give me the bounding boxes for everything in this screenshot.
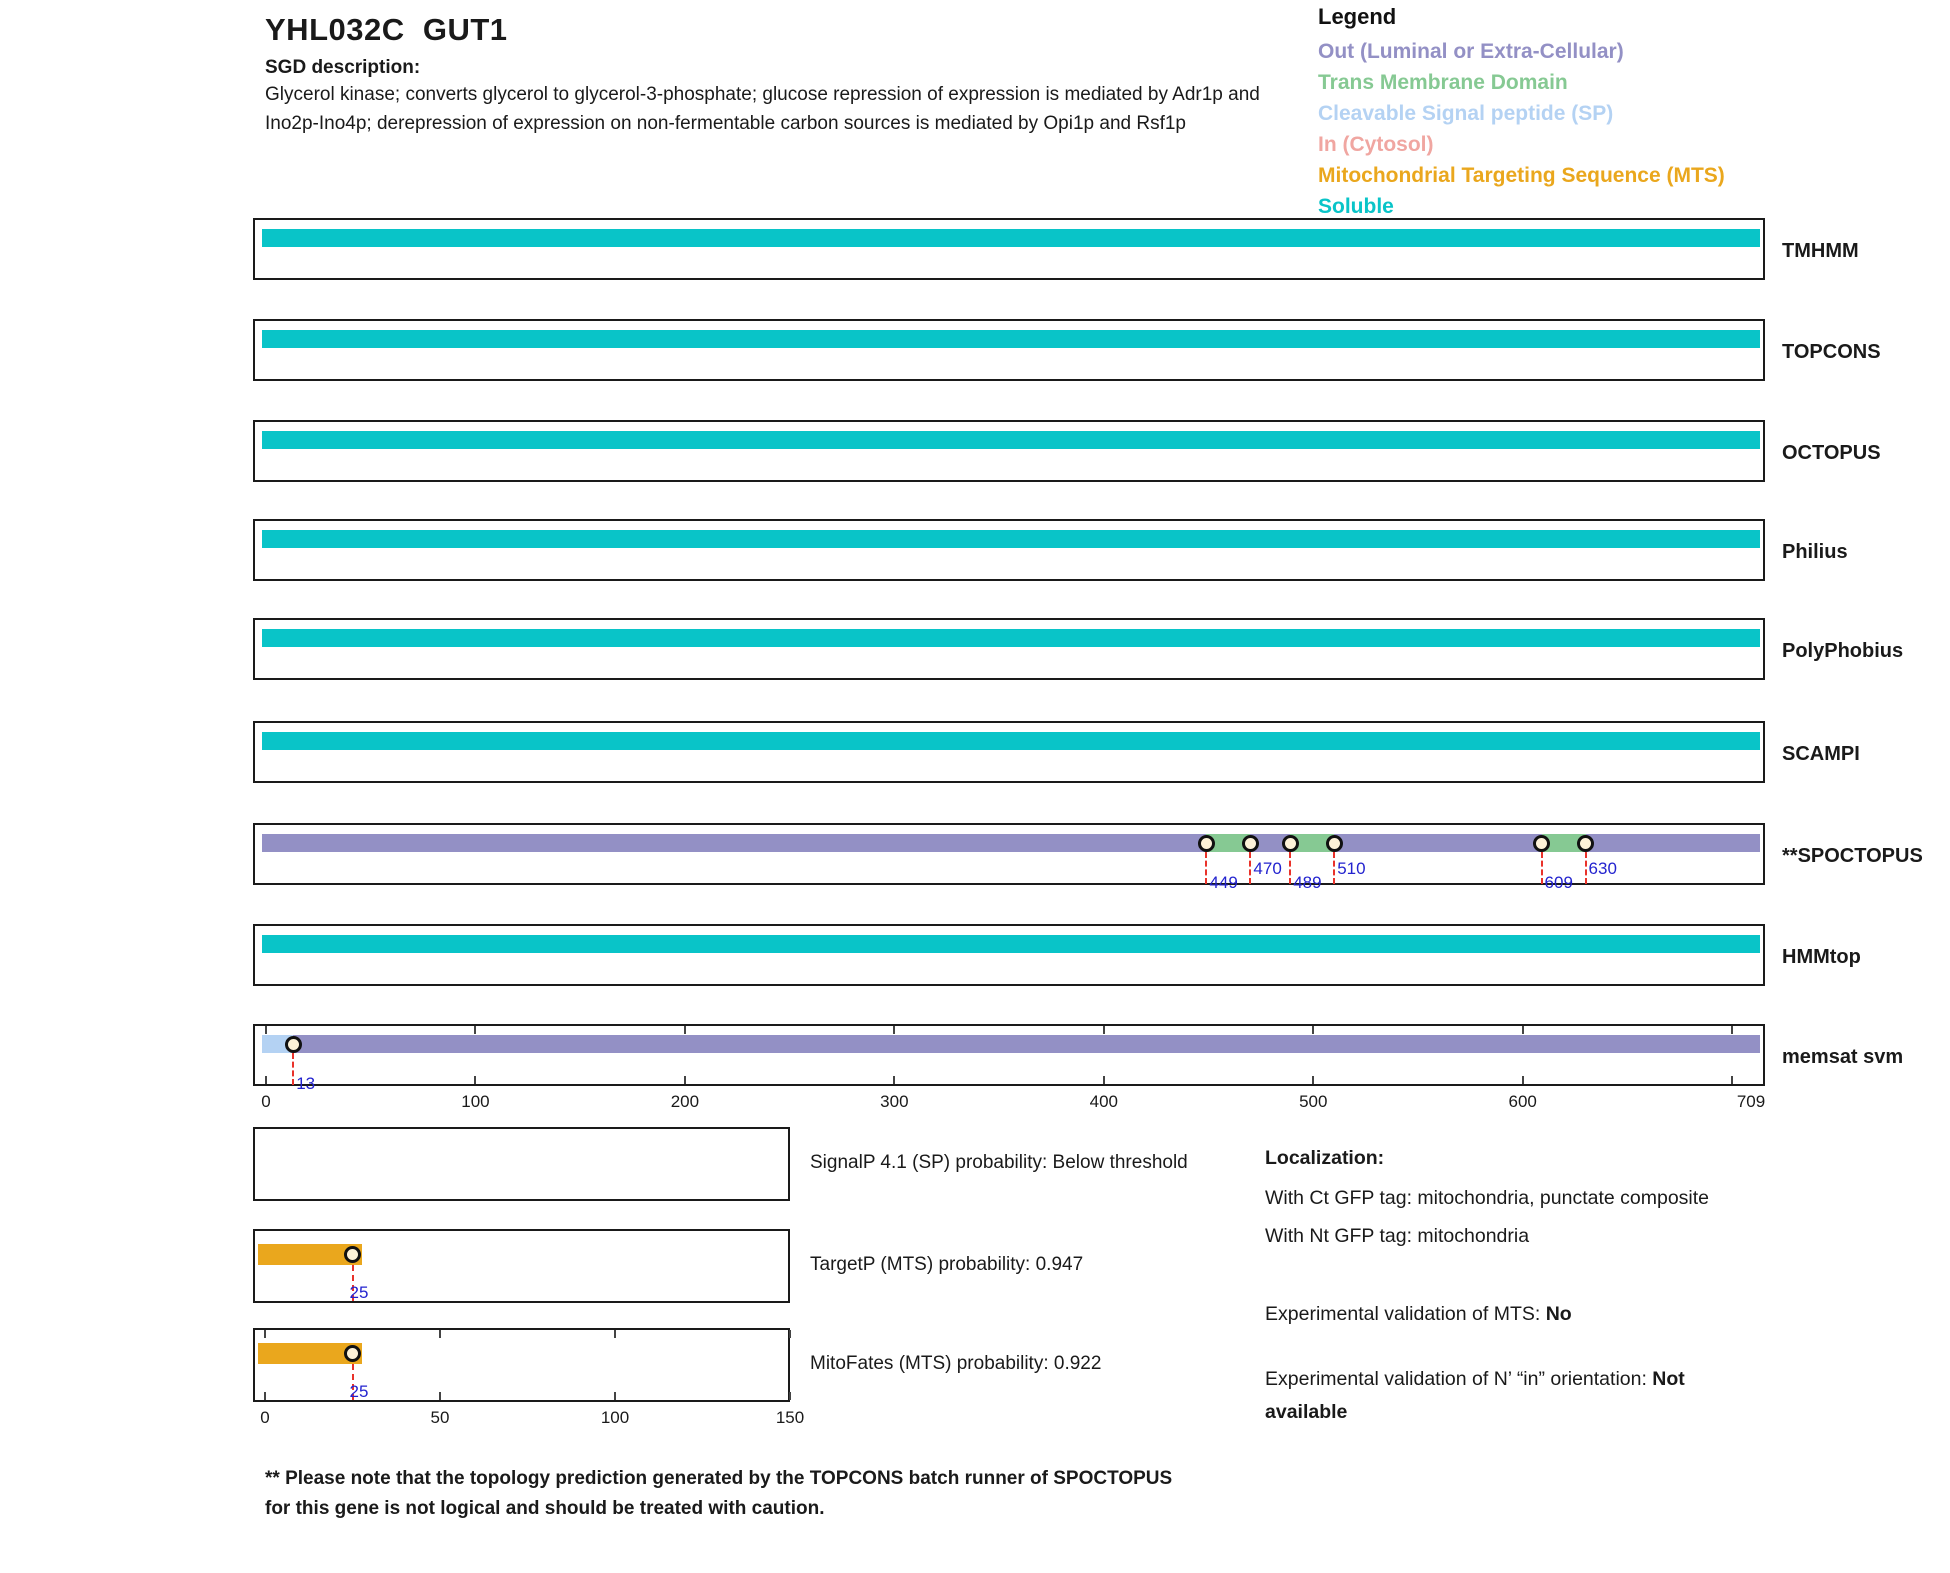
boundary-callout-line [1205, 852, 1207, 884]
segment-out [262, 834, 1206, 852]
boundary-marker [1533, 835, 1550, 852]
axis-tick [1103, 1076, 1105, 1084]
track-box-hmmtop [253, 924, 1765, 986]
axis-tick [1312, 1026, 1314, 1034]
legend [1318, 4, 1725, 222]
boundary-label: 470 [1253, 859, 1282, 878]
segment-out [1334, 834, 1541, 852]
orientation-validation-line [1265, 1363, 1725, 1429]
plot-box-targetp-mts [253, 1229, 790, 1303]
residue-axis-label: 0 [261, 1092, 271, 1111]
probability-axis-label: 100 [600, 1408, 630, 1427]
boundary-label: 630 [1588, 859, 1617, 878]
boundary-label: 25 [349, 1382, 369, 1401]
legend-item-mitochondrial-targeting-sequence-mts: Mitochondrial Targeting Sequence (MTS) [1318, 164, 1725, 187]
track-label-hmmtop: HMMtop [1782, 946, 1861, 968]
track-label-spoctopus: **SPOCTOPUS [1782, 845, 1923, 867]
boundary-marker [1326, 835, 1343, 852]
legend-item-out-luminal-or-extra-cellular: Out (Luminal or Extra-Cellular) [1318, 40, 1624, 63]
boundary-marker [285, 1036, 302, 1053]
mts-validation-label: Experimental validation of MTS: [1265, 1303, 1546, 1325]
axis-tick [1522, 1076, 1524, 1084]
residue-axis-label: 600 [1508, 1092, 1537, 1111]
residue-axis-label: 709 [1736, 1092, 1766, 1111]
boundary-label: 25 [349, 1283, 369, 1302]
boundary-label: 449 [1209, 873, 1238, 892]
probability-axis-label: 0 [260, 1408, 270, 1427]
sgd-description-text: Glycerol kinase; converts glycerol to glycerol-3-phosphate; glucose repression of expression is mediated by Adr1p and Ino2p-Ino4p; derepression of expression on non-fermentable carbon sources is mediated by Opi1p and Rsf1p [265, 84, 1260, 134]
boundary-label: 13 [296, 1074, 316, 1093]
segment-soluble [262, 935, 1760, 953]
plot-box-signalp-4-1-sp [253, 1127, 790, 1201]
localization-heading: Localization: [1265, 1147, 1385, 1169]
boundary-label: 609 [1544, 873, 1573, 892]
track-label-octopus: OCTOPUS [1782, 442, 1881, 464]
boundary-marker [344, 1345, 361, 1362]
residue-axis-label: 500 [1299, 1092, 1328, 1111]
localization-lines [1265, 1182, 1745, 1252]
boundary-marker [1198, 835, 1215, 852]
segment-soluble [262, 229, 1760, 247]
track-box-tmhmm [253, 218, 1765, 280]
residue-axis-label: 200 [670, 1092, 700, 1111]
residue-axis-label: 400 [1089, 1092, 1118, 1111]
probability-axis-label: 50 [430, 1408, 450, 1427]
legend-item-trans-membrane-domain: Trans Membrane Domain [1318, 71, 1568, 94]
residue-axis-label: 300 [880, 1092, 909, 1111]
plot-label-signalp-4-1-sp: SignalP 4.1 (SP) probability: Below threshold [810, 1152, 1188, 1173]
probability-axis-label: 150 [775, 1408, 805, 1427]
legend-item-soluble: Soluble [1318, 195, 1394, 218]
axis-tick [474, 1076, 476, 1084]
boundary-callout-line [1541, 852, 1543, 884]
sgd-description-label: SGD description: [265, 57, 421, 78]
axis-tick [684, 1076, 686, 1084]
segment-soluble [262, 629, 1760, 647]
axis-tick [1731, 1076, 1733, 1084]
boundary-label: 510 [1337, 859, 1366, 878]
boundary-callout-line [1585, 852, 1587, 884]
localization-line: With Ct GFP tag: mitochondria, punctate composite [1265, 1187, 1710, 1209]
track-label-tmhmm: TMHMM [1782, 240, 1859, 262]
orientation-validation-label: Experimental validation of N’ “in” orientation: [1265, 1368, 1653, 1390]
mts-validation-value: No [1545, 1303, 1572, 1325]
axis-tick [789, 1392, 791, 1400]
track-box-octopus [253, 420, 1765, 482]
axis-tick [265, 1026, 267, 1034]
boundary-callout-line [292, 1053, 294, 1085]
boundary-callout-line [1333, 852, 1335, 884]
track-box-spoctopus [253, 823, 1765, 885]
legend-title: Legend [1318, 4, 1397, 29]
orientation-validation-value: Not available [1265, 1368, 1685, 1423]
boundary-marker [1282, 835, 1299, 852]
mts-validation-line [1265, 1303, 1572, 1326]
localization-section [1265, 1142, 1745, 1258]
axis-tick [789, 1330, 791, 1338]
axis-tick [614, 1330, 616, 1338]
track-box-topcons [253, 319, 1765, 381]
axis-tick [474, 1026, 476, 1034]
plot-box-mitofates-mts [253, 1328, 790, 1402]
boundary-marker [1242, 835, 1259, 852]
track-box-memsat-svm [253, 1024, 1765, 1086]
legend-item-in-cytosol: In (Cytosol) [1318, 133, 1434, 156]
axis-tick [893, 1026, 895, 1034]
axis-tick [1312, 1076, 1314, 1084]
legend-items [1318, 36, 1725, 222]
axis-tick [1731, 1026, 1733, 1034]
axis-tick [614, 1392, 616, 1400]
legend-item-cleavable-signal-peptide-sp: Cleavable Signal peptide (SP) [1318, 102, 1614, 125]
boundary-callout-line [1289, 852, 1291, 884]
segment-out [1586, 834, 1760, 852]
segment-soluble [262, 431, 1760, 449]
track-box-philius [253, 519, 1765, 581]
boundary-label: 489 [1293, 873, 1322, 892]
track-label-memsat-svm: memsat svm [1782, 1046, 1904, 1068]
axis-tick [265, 1076, 267, 1084]
track-label-philius: Philius [1782, 541, 1848, 563]
axis-tick [264, 1330, 266, 1338]
page-title: YHL032C GUT1 [265, 12, 508, 47]
boundary-callout-line [1249, 852, 1251, 884]
track-label-scampi: SCAMPI [1782, 743, 1860, 765]
localization-line: With Nt GFP tag: mitochondria [1265, 1225, 1530, 1247]
segment-soluble [262, 732, 1760, 750]
plot-label-mitofates-mts: MitoFates (MTS) probability: 0.922 [810, 1353, 1102, 1374]
segment-out [293, 1035, 1760, 1053]
track-box-scampi [253, 721, 1765, 783]
segment-soluble [262, 330, 1760, 348]
axis-tick [684, 1026, 686, 1034]
track-label-topcons: TOPCONS [1782, 341, 1881, 363]
segment-soluble [262, 530, 1760, 548]
boundary-marker [1577, 835, 1594, 852]
track-label-polyphobius: PolyPhobius [1782, 640, 1904, 662]
axis-tick [264, 1392, 266, 1400]
footnote-text: ** Please note that the topology prediction generated by the TOPCONS batch runner of SPOCTOPUS for this gene is not logical and should be treated with caution. [265, 1468, 1173, 1519]
residue-axis-label: 100 [461, 1092, 490, 1111]
axis-tick [893, 1076, 895, 1084]
axis-tick [439, 1330, 441, 1338]
plot-label-targetp-mts: TargetP (MTS) probability: 0.947 [810, 1254, 1084, 1275]
axis-tick [1522, 1026, 1524, 1034]
axis-tick [439, 1392, 441, 1400]
track-box-polyphobius [253, 618, 1765, 680]
axis-tick [1103, 1026, 1105, 1034]
boundary-marker [344, 1246, 361, 1263]
